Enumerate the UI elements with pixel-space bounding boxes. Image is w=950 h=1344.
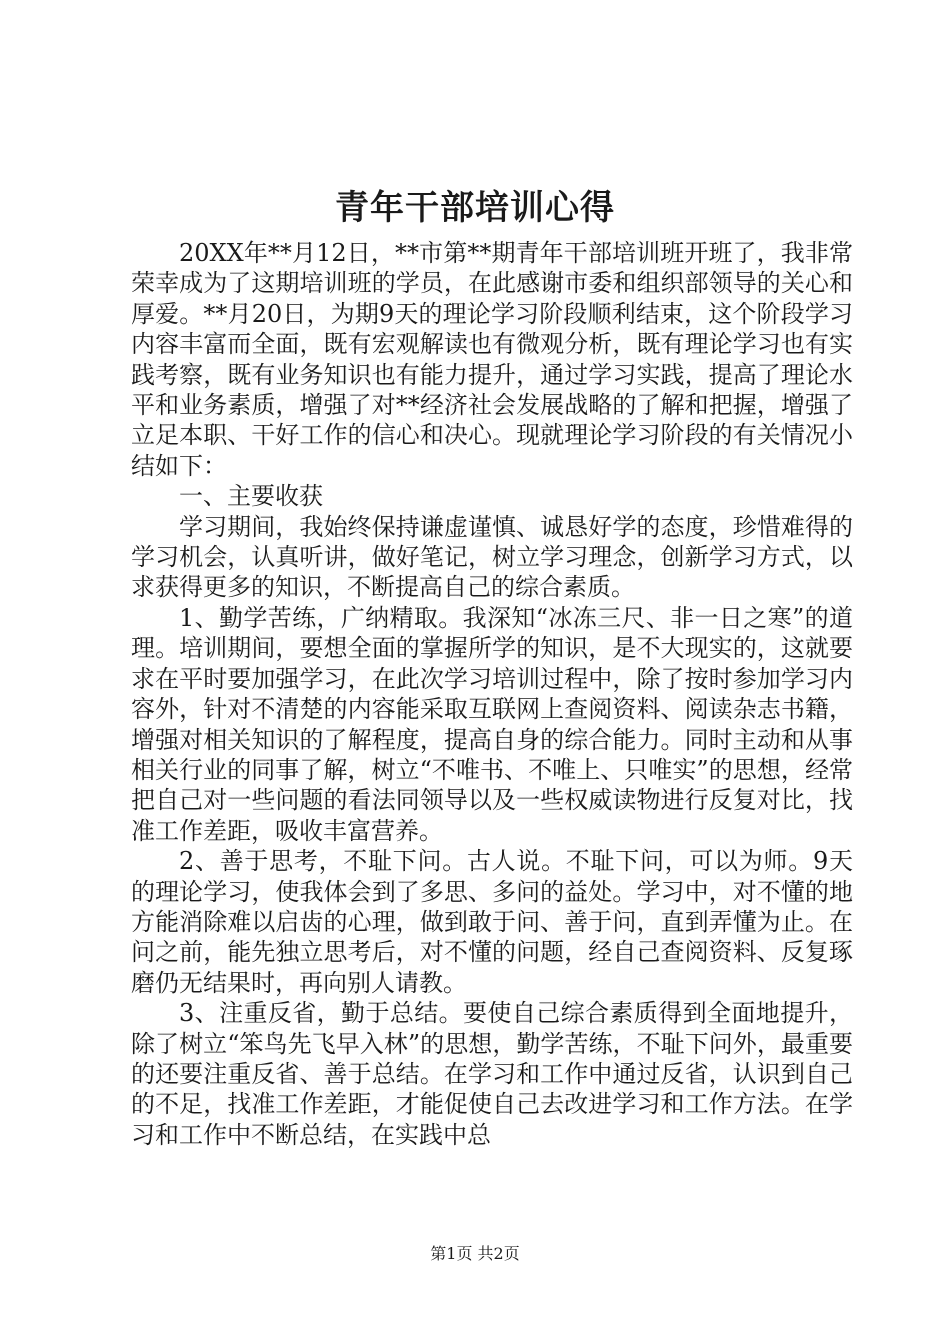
page-footer: 第1页 共2页 [430,1244,520,1263]
paragraph-point-3: 3、注重反省，勤于总结。要使自己综合素质得到全面地提升，除了树立“笨鸟先飞早入林”的思想，勤学苦练，不耻下问外，最重要的还要注重反省、善于总结。在学习和工作中通过反省，认识到自己的不足，找准工作差距，才能促使自己去改进学习和工作方法。在学习和工作中不断总结，在实践中总 [131,999,853,1149]
document-title: 青年干部培训心得 [335,188,615,228]
paragraph-point-1: 1、勤学苦练，广纳精取。我深知“冰冻三尺、非一日之寒”的道理。培训期间，要想全面的掌握所学的知识，是不大现实的，这就要求在平时要加强学习，在此次学习培训过程中，除了按时参加学习内容外，针对不清楚的内容能采取互联网上查阅资料、阅读杂志书籍，增强对相关知识的了解程度，提高自身的综合能力。同时主动和从事相关行业的同事了解，树立“不唯书、不唯上、只唯实”的思想，经常把自己对一些问题的看法同领导以及一些权威读物进行反复对比，找准工作差距，吸收丰富营养。 [131,603,853,845]
paragraph-study-attitude: 学习期间，我始终保持谦虚谨慎、诚恳好学的态度，珍惜难得的学习机会，认真听讲，做好笔记，树立学习理念，创新学习方式，以求获得更多的知识，不断提高自己的综合素质。 [131,512,853,602]
section-heading-main-gains: 一、主要收获 [179,482,323,511]
paragraph-intro: 20XX年**月12日，**市第**期青年干部培训班开班了，我非常荣幸成为了这期培训班的学员，在此感谢市委和组织部领导的关心和厚爱。**月20日，为期9天的理论学习阶段顺利结束，这个阶段学习内容丰富而全面，既有宏观解读也有微观分析，既有理论学习也有实践考察，既有业务知识也有能力提升，通过学习实践，提高了理论水平和业务素质，增强了对**经济社会发展战略的了解和把握，增强了立足本职、干好工作的信心和决心。现就理论学习阶段的有关情况小结如下： [131,239,853,480]
document-body [131,238,853,1150]
paragraph-point-2: 2、善于思考，不耻下问。古人说。不耻下问，可以为师。9天的理论学习，使我体会到了多思、多问的益处。学习中，对不懂的地方能消除难以启齿的心理，做到敢于问、善于问，直到弄懂为止。在问之前，能先独立思考后，对不懂的问题，经自己查阅资料、反复琢磨仍无结果时，再向别人请教。 [131,847,853,997]
